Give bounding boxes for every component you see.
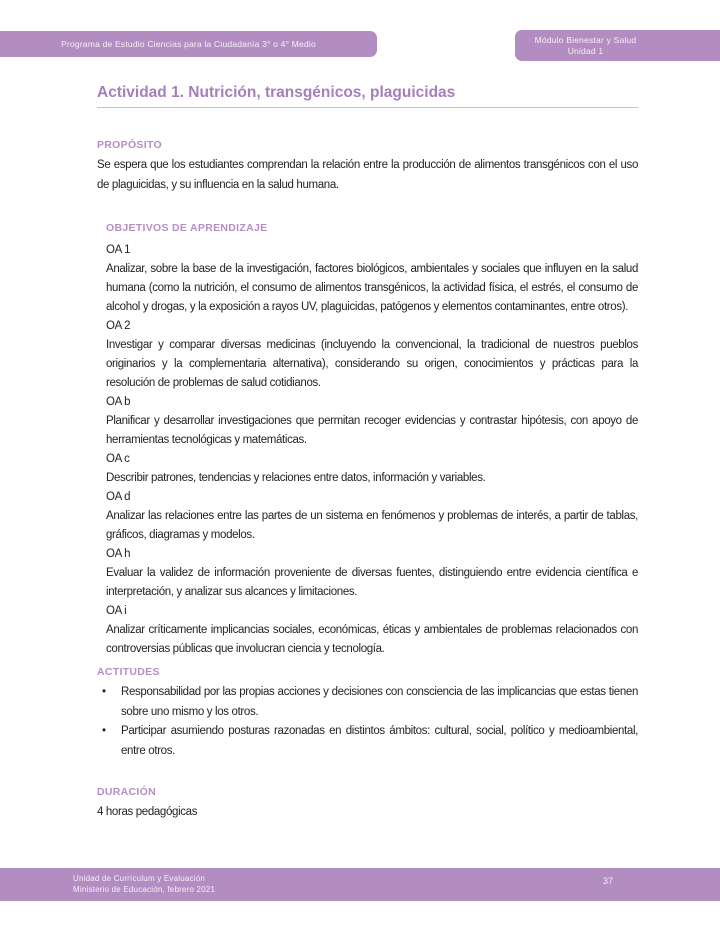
section-actitudes [97, 665, 638, 761]
actitud-text: Participar asumiendo posturas razonadas en distintos ámbitos: cultural, social, político y medioambiental, entre otros. [121, 725, 638, 757]
list-item [97, 683, 638, 722]
footer-credits [73, 874, 215, 895]
page-content [97, 0, 638, 823]
objetivos-heading: OBJETIVOS DE APRENDIZAJE [106, 222, 268, 234]
actitudes-heading: ACTITUDES [97, 666, 160, 678]
oa-label: OA c [106, 453, 130, 465]
footer-credits-line1: Unidad de Currículum y Evaluación [73, 874, 205, 883]
bullet-icon: • [102, 686, 106, 698]
footer-bar [0, 868, 720, 901]
duracion-body: 4 horas pedagógicas [97, 806, 198, 818]
actitudes-list [97, 683, 638, 761]
oa-label: OA 1 [106, 244, 131, 256]
page-number: 37 [603, 876, 614, 886]
oa-text: Investigar y comparar diversas medicinas (incluyendo la convencional, la tradicional de nuestros pueblos originarios y la complementaria alternativa), considerando su origen, conocimientos y prácticas para la resolución de problemas de salud cotidianos. [106, 339, 638, 389]
oa-text: Analizar, sobre la base de la investigación, factores biológicos, ambientales y sociales que influyen en la salud humana (como la nutrición, el consumo de alimentos transgénicos, la actividad física, el estrés, el consumo de alcohol y drogas, y la exposición a rayos UV, plaguicidas, patógenos y elementos contaminantes, entre otros). [106, 263, 638, 313]
proposito-body: Se espera que los estudiantes comprendan la relación entre la producción de alimentos transgénicos con el uso de plaguicidas, y su influencia en la salud humana. [97, 159, 638, 191]
oa-label: OA d [106, 491, 131, 503]
oa-list [106, 241, 638, 659]
section-objetivos [106, 221, 638, 659]
activity-title: Actividad 1. Nutrición, transgénicos, plaguicidas [97, 84, 456, 101]
header-program-label: Programa de Estudio Ciencias para la Ciudadanía 3° o 4° Medio [61, 39, 316, 49]
proposito-heading: PROPÓSITO [97, 139, 162, 151]
oa-label: OA i [106, 605, 127, 617]
title-underline [97, 107, 638, 108]
duracion-heading: DURACIÓN [97, 786, 156, 798]
header-module-line1: Módulo Bienestar y Salud [534, 34, 637, 45]
oa-text: Describir patrones, tendencias y relaciones entre datos, información y variables. [106, 472, 486, 484]
oa-label: OA h [106, 548, 131, 560]
oa-text: Analizar las relaciones entre las partes de un sistema en fenómenos y problemas de interés, a partir de tablas, gráficos, diagramas y modelos. [106, 510, 638, 541]
oa-text: Evaluar la validez de información proveniente de diversas fuentes, distinguiendo entre evidencia científica e interpretación, y analizar sus alcances y limitaciones. [106, 567, 638, 598]
header-module-line2: Unidad 1 [567, 45, 604, 56]
list-item [97, 722, 638, 761]
footer-credits-line2: Ministerio de Educación, febrero 2021 [73, 884, 216, 894]
oa-text: Analizar críticamente implicancias sociales, económicas, éticas y ambientales de problemas relacionados con controversias públicas que involucran ciencia y tecnología. [106, 624, 638, 655]
oa-text: Planificar y desarrollar investigaciones que permitan recoger evidencias y contrastar hipótesis, con apoyo de herramientas tecnológicas y matemáticas. [106, 415, 638, 446]
oa-label: OA 2 [106, 320, 131, 332]
actitud-text: Responsabilidad por las propias acciones y decisiones con consciencia de las implicancias que estas tienen sobre uno mismo y los otros. [121, 686, 638, 718]
section-duracion [97, 785, 638, 823]
oa-label: OA b [106, 396, 131, 408]
bullet-icon: • [102, 725, 106, 737]
section-proposito [97, 138, 638, 195]
